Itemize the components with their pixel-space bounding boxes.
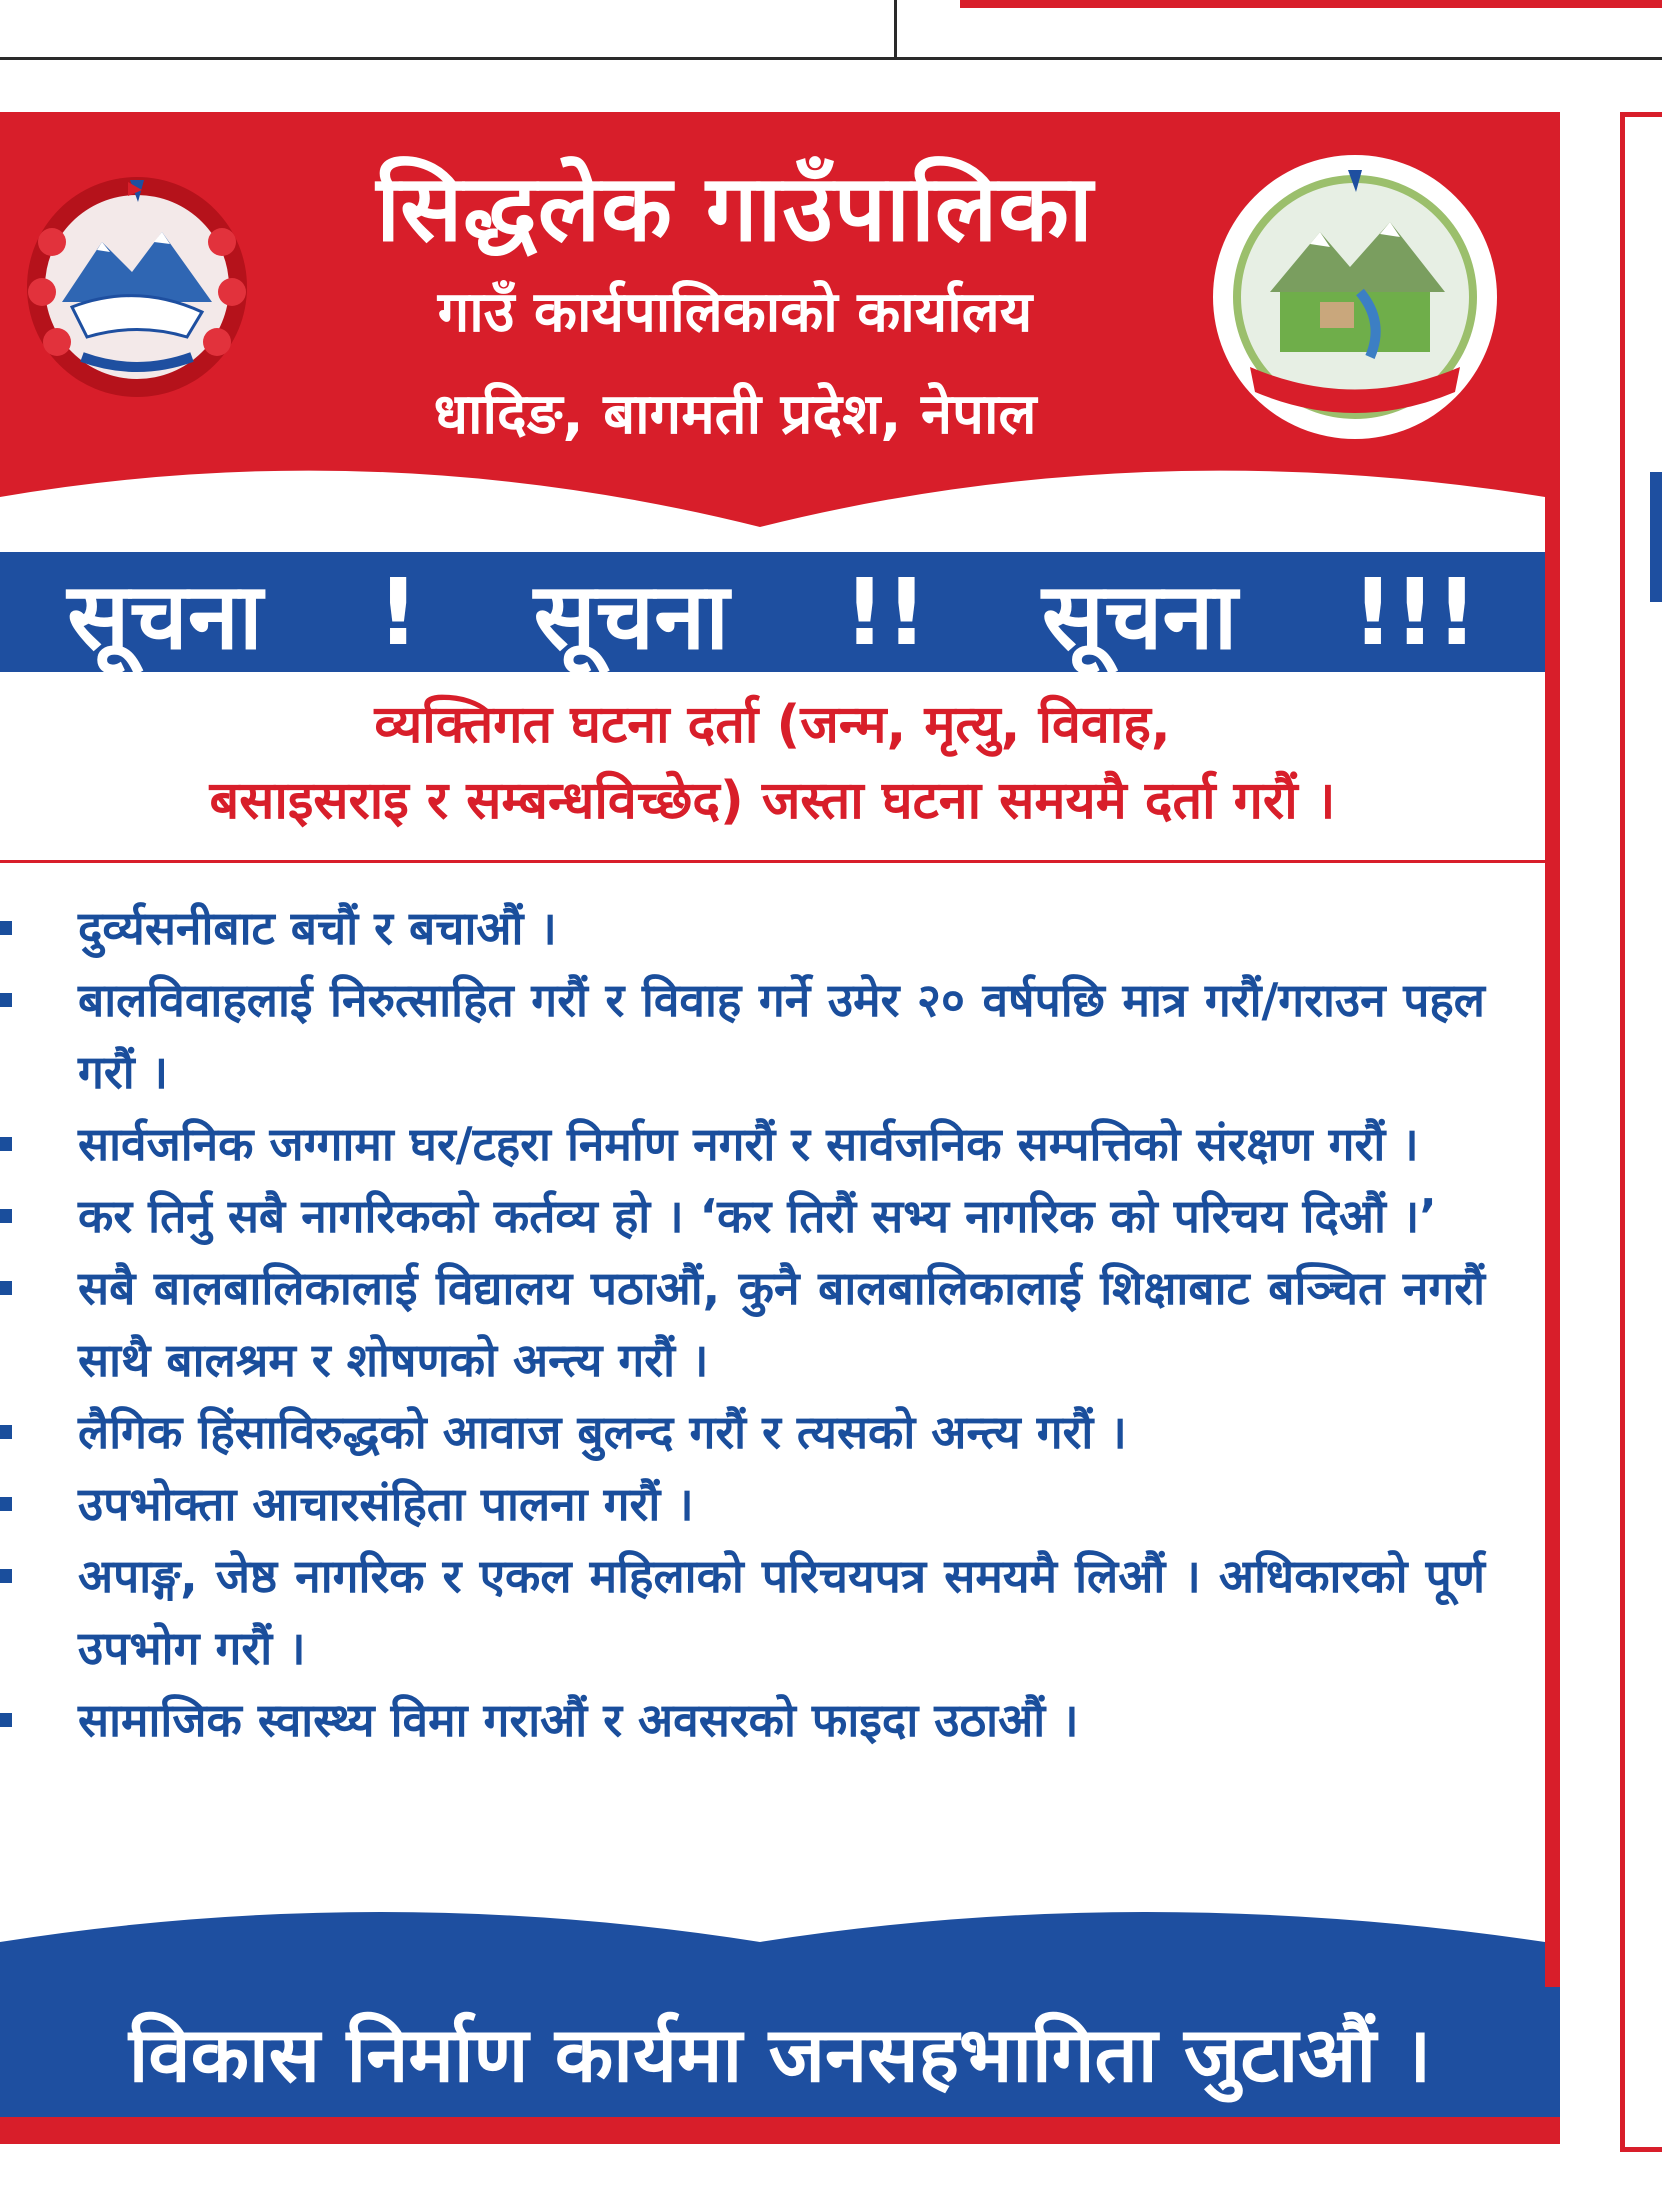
notice-word: सूचना [1041,562,1238,670]
bullet-square-icon [0,1497,12,1511]
list-item [0,1540,1545,1684]
list-item [0,1684,1545,1756]
list-item [0,892,1545,964]
bullet-square-icon [0,993,12,1007]
notice-word: सूचना [67,562,263,670]
bullet-square-icon [0,1209,12,1223]
list-item [0,1468,1545,1540]
list-item-text: बालविवाहलाई निरुत्साहित गरौं र विवाह गर्ने उमेर २० वर्षपछि मात्र गरौं/गराउन पहल गरौं । [78,973,1485,1099]
list-item-text: उपभोक्ता आचारसंहिता पालना गरौं । [78,1477,694,1531]
nepal-emblem-icon [12,172,262,402]
notice-word: सूचना [533,562,730,670]
headline-line: बसाइसराइ र सम्बन्धविच्छेद) जस्ता घटना समयमै दर्ता गरौं । [209,771,1336,831]
list-item [0,1180,1545,1252]
registration-headline [0,687,1545,839]
list-item-text: लैगिक हिंसाविरुद्धको आवाज बुलन्द गरौं र त्यसको अन्त्य गरौं । [78,1405,1127,1459]
notice-exclamation: !! [843,558,928,666]
bullet-square-icon [0,1569,12,1583]
notice-poster [0,112,1560,2144]
notice-exclamation: ! [377,558,420,666]
notice-banner [0,552,1545,672]
list-item [0,1396,1545,1468]
panel-divider [894,0,897,60]
list-item-text: सामाजिक स्वास्थ्य विमा गराऔं र अवसरको फाइदा उठाऔं । [78,1693,1079,1747]
list-item-text: सबै बालबालिकालाई विद्यालय पठाऔं, कुनै बालबालिकालाई शिक्षाबाट बञ्चित नगरौं साथै बालश्रम र शोषणको अन्त्य गरौं । [78,1261,1485,1387]
list-item [0,964,1545,1108]
slogan-banner [0,1987,1560,2117]
list-item [0,1108,1545,1180]
office-location: धादिङ, बागमती प्रदेश, नेपाल [433,382,1037,447]
previous-panel-edge [0,0,1662,60]
office-name: गाउँ कार्यपालिकाको कार्यालय [437,280,1033,345]
divider [0,860,1545,863]
bullet-square-icon [0,1713,12,1727]
list-item-text: दुर्व्यसनीबाट बचौं र बचाऔं । [78,901,557,955]
appeal-list [0,892,1545,1756]
list-item-text: सार्वजनिक जग्गामा घर/टहरा निर्माण नगरौं र सार्वजनिक सम्पत्तिको संरक्षण गरौं । [78,1117,1419,1171]
adjacent-blue-band [1650,472,1662,602]
list-item-text: कर तिर्नु सबै नागरिकको कर्तव्य हो । ‘कर तिरौं सभ्य नागरिक को परिचय दिऔं ।’ [78,1189,1437,1243]
bullet-square-icon [0,1425,12,1439]
red-edge [960,0,1662,8]
bullet-square-icon [0,1281,12,1295]
border-line [0,57,1662,60]
poster-header [0,112,1560,562]
adjacent-poster-edge [1620,112,1662,2152]
slogan-text: विकास निर्माण कार्यमा जनसहभागिता जुटाऔं । [128,2009,1432,2099]
bullet-square-icon [0,1137,12,1151]
headline-line: व्यक्तिगत घटना दर्ता (जन्म, मृत्यु, विवाह, [374,695,1171,755]
municipality-name: सिद्धलेक गाउँपालिका [376,155,1094,262]
notice-exclamation: !!! [1351,558,1478,666]
list-item-text: अपाङ्ग, जेष्ठ नागरिक र एकल महिलाको परिचयपत्र समयमै लिऔं । अधिकारको पूर्ण उपभोग गरौं । [78,1549,1485,1675]
list-item [0,1252,1545,1396]
bullet-square-icon [0,921,12,935]
municipality-logo-icon [1210,152,1500,442]
